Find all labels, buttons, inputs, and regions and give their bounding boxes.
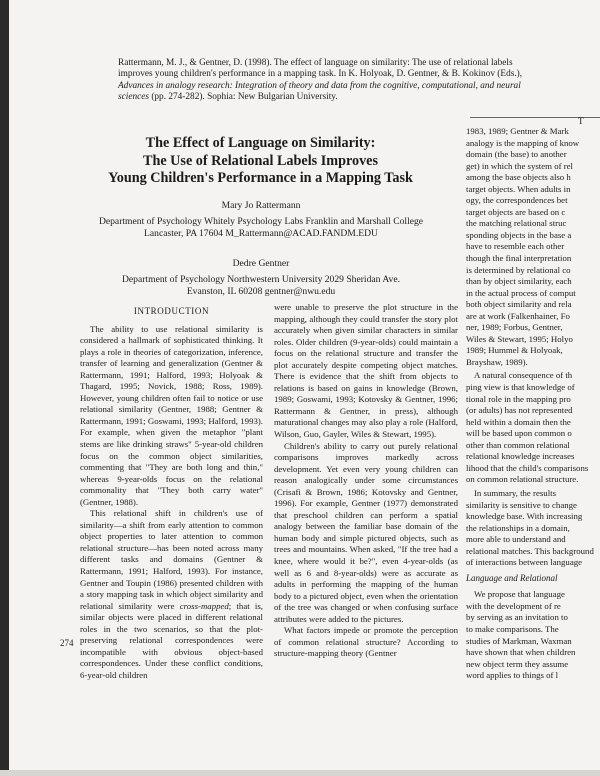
text-line: held within a domain then the (466, 416, 571, 427)
text-line: though the final interpretation (466, 253, 572, 264)
text-line: analogy is the mapping of know (466, 137, 580, 148)
text-line: than by object similarity, each (466, 276, 572, 287)
text-line: new object term they assume (466, 658, 569, 669)
text-line: among the base objects also h (466, 172, 571, 183)
paragraph: What factors impede or promote the perception of common relational structure? According to structure-mapping theory (Gentner (274, 625, 458, 659)
col3-para-1 (466, 126, 594, 368)
text-line: of interactions between language (466, 557, 583, 568)
text-line: are at work (Falkenhainer, Fo (466, 310, 570, 321)
text-line: In summary, the results (474, 487, 557, 498)
paragraph: were unable to preserve the plot structure in the mapping, although they could transfer the story plot accurately when given similar characters in similar roles. Older children (9-year-olds) could maintain a focus on the relational structure and transfer the plot accurately despite competing object matches. There is evidence that the shift from objects to relations is based on gains in knowledge (Brown, 1989; Goswami, 1993; Kotovsky & Gentner, 1996; Rattermann & Gentner, in press), although maturational changes may also play a role (Halford, Wilson, Guo, Gayler, Wiles & Stewart, 1995). (274, 302, 458, 440)
paragraph: The ability to use relational similarity is considered a hallmark of sophisticated thinking. It plays a role in theories of categorization, inference, transfer of learning and generalization (Gentner & Rattermann, 1991; Halford, 1993; Holyoak & Thagard, 1995; Novick, 1988; Ross, 1989). However, young children often fail to notice or use relational similarity (Gentner, 1988; Gentner & Rattermann, 1991; Goswami, 1993; Halford, 1993). For example, when given the metaphor "plant stems are like drinking straws" 5-year-old children focus on the common object similarities, commenting that "They are both long and thin," whereas 9-year-olds focus on the relational commonality that "They both carry water" (Gentner, 1988). (80, 323, 263, 507)
citation-block (118, 58, 530, 104)
title-line-1: The Effect of Language on Similarity: (145, 135, 376, 151)
text-line: A natural consequence of th (474, 370, 573, 381)
text-line: sponding objects in the base a (466, 229, 572, 240)
column-left (80, 302, 263, 682)
text-line: (or adults) has not represented (466, 405, 573, 416)
paragraph (80, 508, 263, 681)
text-run: ; that is, similar objects were placed in different relational roles in the two scenarios, so that the plot-preserving relational correspondences were incompatible with obvious object-based correspondences. Under these conflict conditions, 6-year-old children (80, 600, 263, 680)
text-line: Wiles & Stewart, 1995; Holyo (466, 333, 573, 344)
author-block (96, 200, 426, 298)
col3-para-4 (466, 589, 594, 681)
col3-para-2 (466, 370, 594, 485)
paragraph: Children's ability to carry out purely relational comparisons improves markedly across development. Yet even very young children can reason analogically under some circumstances (Crisafi & Brown, 1986; Kotovsky and Gentner, 1996). For example, Gentner (1977) demonstrated that preschool children can perform a spatial analogy between the familiar base domain of the human body and simple pictured objects, such as trees and mountains. When asked, "If the tree had a knee, where would it be?", even 4-year-olds (as well as 6 and 8-year-olds) were as accurate as adults in performing the mapping of the human body to a pictured object, even when the orientation of the tree was changed or when confusing surface attributes were added to the pictures. (274, 440, 458, 624)
text-line: ogy, the correspondences bet (466, 195, 568, 206)
text-line: have to resemble each other (466, 241, 565, 252)
scan-edge-bottom (0, 770, 600, 776)
text-line: domain (the base) to another (466, 149, 567, 160)
author-1-name: Mary Jo Rattermann (221, 200, 301, 211)
author-1-affiliation: Department of Psychology Whitely Psychology Labs Franklin and Marshall College (98, 216, 424, 227)
author-2-name: Dedre Gentner (232, 258, 290, 269)
text-line: with the development of re (466, 600, 561, 611)
text-line: to make comparisons. The (466, 623, 559, 634)
column-middle (274, 302, 458, 660)
text-line: relational matches. This background (466, 545, 594, 556)
text-line: by serving as an invitation to (466, 612, 568, 623)
text-line: Brayshaw, 1989). (466, 356, 528, 367)
title-line-3: Young Children's Performance in a Mapping Task (108, 170, 413, 186)
title-line-2: The Use of Relational Labels Improves (142, 152, 378, 169)
text-line: the matching relational struc (466, 218, 567, 229)
text-line: get) in which the system of rel (466, 160, 574, 171)
section-heading-introduction: INTRODUCTION (133, 306, 210, 316)
paper-title (108, 135, 413, 188)
author-1-address: Lancaster, PA 17604 M_Rattermann@ACAD.FANDM.EDU (144, 228, 378, 239)
text-line: 1983, 1989; Gentner & Mark (466, 126, 569, 136)
column-right-cropped (466, 126, 594, 682)
text-line: have shown that when children (466, 647, 576, 658)
text-line: ner, 1989; Forbus, Gentner, (466, 322, 563, 333)
text-line: ping view is that knowledge of (466, 382, 575, 393)
text-line: lihood that the child's comparisons (466, 462, 589, 473)
text-run: This relational shift in children's use of similarity—a shift from early attention to common object properties to later attention to common relational structure—has been noted across many different tasks and domains (Gentner & Rattermann, 1991; Halford, 1993). For instance, Gentner and Toupin (1986) presented children with a story mapping task in which object similarity and relational similarity were (80, 508, 263, 611)
text-line: We propose that language (474, 589, 565, 600)
page-number: 274 (60, 638, 74, 648)
column-right-header: T (578, 116, 584, 126)
text-line: is determined by relational co (466, 264, 571, 275)
scan-edge-left (0, 0, 9, 776)
section-heading-language: Language and Relational (466, 572, 558, 583)
text-line: tional role in the mapping pro (466, 393, 571, 404)
emphasis-text: cross-mapped (179, 600, 229, 611)
text-line: both object similarity and rela (466, 299, 572, 310)
citation-tail: (pp. 274-282). Sophia: New Bulgarian University. (151, 92, 338, 103)
citation-italic: Advances in analogy research: Integration of theory and data from the cognitive, computational, and neural sciences (118, 80, 521, 103)
text-line: studies of Markman, Waxman (466, 635, 572, 646)
text-line: in the actual process of comput (466, 287, 576, 298)
text-line: knowledge base. With increasing (466, 511, 583, 522)
author-2-affiliation: Department of Psychology Northwestern University 2029 Sheridan Ave. (122, 274, 400, 285)
author-2-address: Evanston, IL 60208 gentner@nwu.edu (186, 286, 336, 297)
text-line: will be based upon common o (466, 428, 572, 439)
text-line: 1989; Hummel & Holyoak, (466, 345, 563, 356)
text-line: more able to understand and (466, 534, 566, 545)
text-line: word applies to things of l (466, 670, 559, 681)
citation-text: Rattermann, M. J., & Gentner, D. (1998). The effect of language on similarity: The use of relational labels improves young children's performance in a mapping task. In K. Holyoak, D. Gentner, & B. Kokinov (Eds.), (118, 58, 523, 80)
text-line: other than common relational (466, 439, 570, 450)
text-line: similarity is sensitive to change (466, 499, 577, 510)
text-line: the relationships in a domain, (466, 522, 570, 533)
col3-para-3 (466, 488, 594, 569)
text-line: target objects. When adults in (466, 183, 571, 194)
text-line: relational knowledge increases (466, 451, 575, 462)
text-line: target objects are based on c (466, 206, 566, 217)
text-line: on common relational structure. (466, 474, 579, 485)
